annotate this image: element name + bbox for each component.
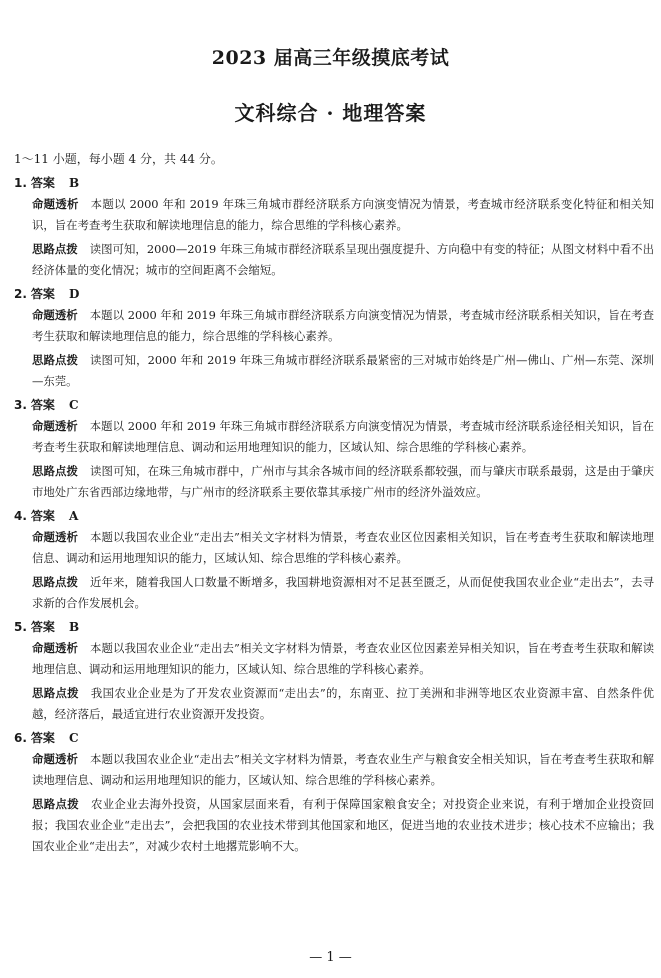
question-number: 5. (14, 620, 27, 634)
question-block (14, 728, 654, 857)
question-number: 1. (14, 176, 27, 190)
analysis-label: 命题透析 (32, 197, 79, 211)
answer-label: 答案 (30, 731, 55, 745)
question-number: 2. (14, 287, 27, 301)
question-block (14, 617, 654, 725)
answer-letter: D (68, 287, 80, 301)
hint-paragraph (14, 350, 654, 392)
question-block (14, 506, 654, 614)
analysis-paragraph-text: 本题以我国农业企业“走出去”相关文字材料为情景，考查农业生产与粮食安全相关知识，旨在考查考生获取和解读地理信息、调动和运用地理知识的能力，区域认知、综合思维的学科核心素养。 (32, 752, 654, 787)
analysis-paragraph (14, 527, 654, 569)
hint-paragraph (14, 683, 654, 725)
analysis-label: 命题透析 (32, 530, 79, 544)
answer-letter: A (68, 509, 79, 523)
analysis-paragraph (14, 638, 654, 680)
analysis-paragraph (14, 749, 654, 791)
analysis-paragraph-text: 本题以我国农业企业“走出去”相关文字材料为情景，考查农业区位因素相关知识，旨在考查考生获取和解读地理信息、调动和运用地理知识的能力，区域认知、综合思维的学科核心素养。 (32, 530, 654, 565)
analysis-paragraph-text: 本题以 2000 年和 2019 年珠三角城市群经济联系方向演变情况为情景，考查城市经济联系相关知识，旨在考查考生获取和解读地理信息的能力，综合思维的学科核心素养。 (32, 308, 654, 343)
question-number: 4. (14, 509, 27, 523)
analysis-label: 命题透析 (32, 641, 79, 655)
answer-label: 答案 (30, 176, 55, 190)
hint-label: 思路点拨 (32, 353, 79, 367)
hint-paragraph-text: 近年来，随着我国人口数量不断增多，我国耕地资源相对不足甚至匮乏，从而促使我国农业企业“走出去”，去寻求新的合作发展机会。 (32, 575, 654, 610)
answer-line (14, 173, 654, 194)
hint-paragraph (14, 239, 654, 281)
answer-label: 答案 (30, 287, 55, 301)
question-list (14, 173, 654, 860)
hint-paragraph (14, 794, 654, 857)
hint-paragraph-text: 读图可知，在珠三角城市群中，广州市与其余各城市间的经济联系都较强，而与肇庆市联系最弱，这是由于肇庆市地处广东省西部边缘地带，与广州市的经济联系主要依靠其承接广州市的经济外溢效应。 (32, 464, 654, 499)
hint-label: 思路点拨 (32, 686, 79, 700)
answer-letter: C (68, 398, 79, 412)
answer-label: 答案 (30, 509, 55, 523)
hint-label: 思路点拨 (32, 464, 79, 478)
analysis-label: 命题透析 (32, 419, 78, 433)
hint-paragraph-text: 我国农业企业是为了开发农业资源而“走出去”的，东南亚、拉丁美洲和非洲等地区农业资源丰富、自然条件优越，经济落后，最适宜进行农业资源开发投资。 (32, 686, 654, 721)
page-number: — 1 — (309, 950, 352, 965)
hint-label: 思路点拨 (32, 242, 78, 256)
answer-line (14, 284, 654, 305)
analysis-label: 命题透析 (32, 752, 79, 766)
hint-paragraph (14, 461, 654, 503)
exam-subtitle: 文科综合 · 地理答案 (234, 101, 427, 125)
analysis-paragraph (14, 416, 654, 458)
answer-label: 答案 (30, 620, 55, 634)
answer-line (14, 395, 654, 416)
question-block (14, 173, 654, 281)
question-number: 3. (14, 398, 27, 412)
question-number: 6. (14, 731, 27, 745)
answer-letter: B (68, 176, 80, 190)
analysis-label: 命题透析 (32, 308, 78, 322)
answer-letter: B (68, 620, 80, 634)
exam-title: 2023 届高三年级摸底考试 (211, 47, 450, 69)
analysis-paragraph-text: 本题以 2000 年和 2019 年珠三角城市群经济联系方向演变情况为情景，考查城市经济联系变化特征和相关知识，旨在考查考生获取和解读地理信息的能力，综合思维的学科核心素养。 (32, 197, 654, 232)
answer-letter: C (68, 731, 79, 745)
analysis-paragraph-text: 本题以 2000 年和 2019 年珠三角城市群经济联系方向演变情况为情景，考查城市经济联系途径相关知识，旨在考查考生获取和解读地理信息、调动和运用地理知识的能力，区域认知、综合思维的学科核心素养。 (32, 419, 654, 454)
analysis-paragraph (14, 305, 654, 347)
analysis-paragraph-text: 本题以我国农业企业“走出去”相关文字材料为情景，考查农业区位因素差异相关知识，旨在考查考生获取和解读地理信息、调动和运用地理知识的能力，区域认知、综合思维的学科核心素养。 (32, 641, 654, 676)
answer-label: 答案 (30, 398, 55, 412)
hint-label: 思路点拨 (32, 575, 79, 589)
answer-line (14, 506, 654, 527)
section-intro: 1～11 小题，每小题 4 分，共 44 分。 (14, 152, 223, 166)
answer-line (14, 617, 654, 638)
hint-paragraph-text: 农业企业去海外投资，从国家层面来看，有利于保障国家粮食安全；对投资企业来说，有利于增加企业投资回报；我国农业企业“走出去”，会把我国的农业技术带到其他国家和地区，促进当地的农业技术进步；核心技术不应输出；我国农业企业“走出去”，对减少农村土地撂荒影响不大。 (32, 797, 654, 853)
hint-paragraph (14, 572, 654, 614)
hint-label: 思路点拨 (32, 797, 79, 811)
hint-paragraph-text: 读图可知，2000 年和 2019 年珠三角城市群经济联系最紧密的三对城市始终是广州—佛山、广州—东莞、深圳—东莞。 (32, 353, 654, 388)
analysis-paragraph (14, 194, 654, 236)
answer-line (14, 728, 654, 749)
hint-paragraph-text: 读图可知，2000—2019 年珠三角城市群经济联系呈现出强度提升、方向稳中有变的特征；从图文材料中看不出经济体量的变化情况；城市的空间距离不会缩短。 (32, 242, 654, 277)
question-block (14, 284, 654, 392)
question-block (14, 395, 654, 503)
